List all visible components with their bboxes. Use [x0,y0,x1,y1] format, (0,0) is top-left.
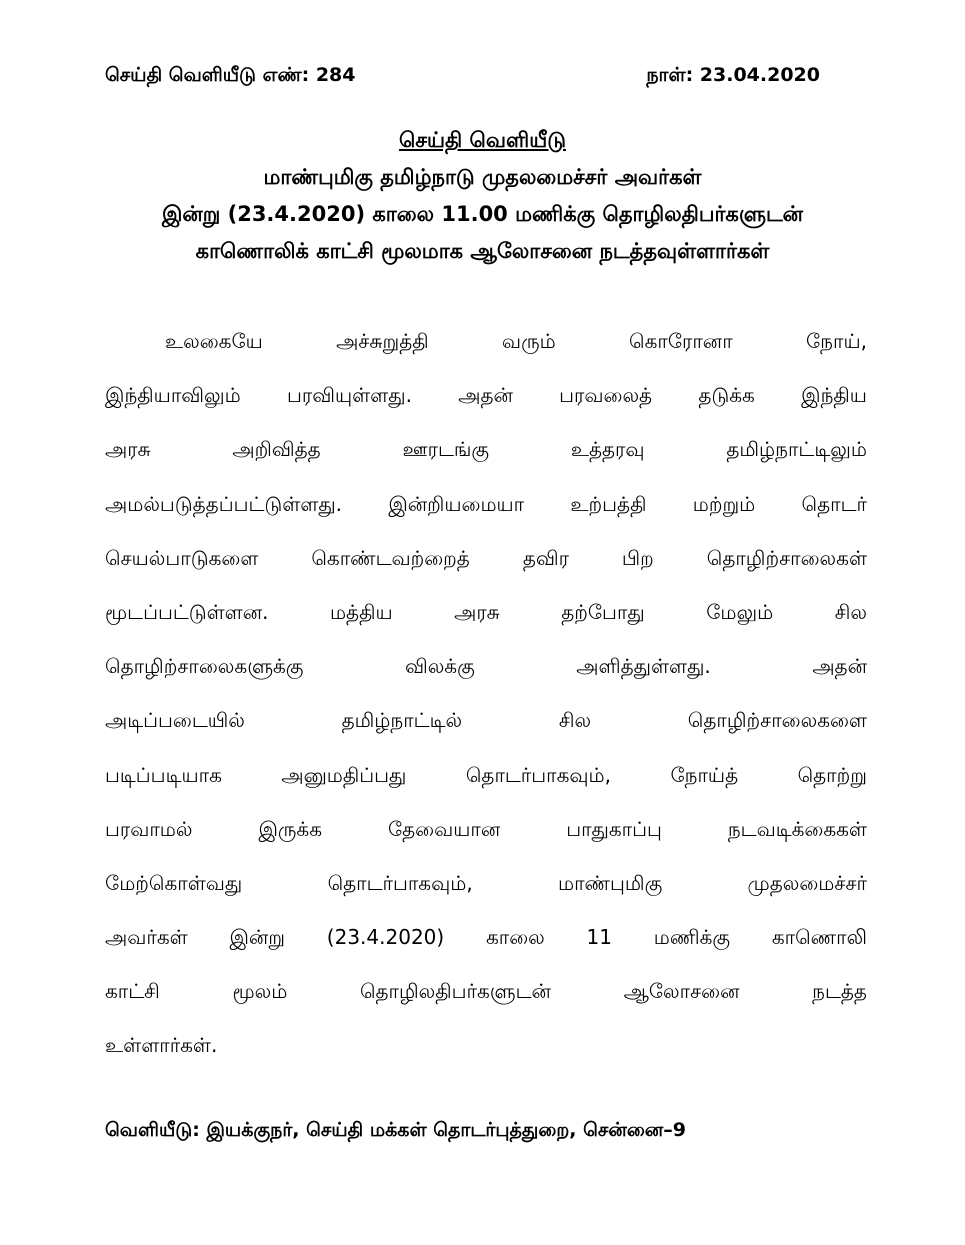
body-paragraph [105,322,867,1081]
body-word: அமல்படுத்தப்பட்டுள்ளது. [105,491,343,516]
body-word: கொரோனா [629,329,733,353]
body-word: பிற [621,545,654,570]
body-word: தொழிலதிபர்களுடன் [359,979,551,1004]
body-word: படிப்படியாக [105,762,222,787]
body-word: இன்று [229,925,286,950]
body-word: காலை [485,925,545,950]
body-word: அதன் [458,383,513,408]
body-word: செயல்பாடுகளை [105,545,259,570]
body-word: அதன் [812,654,867,679]
body-word: அரசு [454,599,500,624]
body-word: மேலும் [706,599,774,624]
body-word: இந்தியாவிலும் [105,383,241,408]
body-word: தொழிற்சாலைகளை [687,708,867,733]
body-word: மூடப்பட்டுள்ளன. [105,599,269,624]
body-word: மத்திய [329,599,393,624]
body-word: மாண்புமிகு [558,870,663,895]
body-line [105,376,867,430]
header-row [105,58,820,92]
body-word: மேற்கொள்வது [105,870,243,895]
body-line [105,539,867,593]
body-word: (23.4.2020) [326,925,445,950]
body-word: நோய்த் [670,762,739,787]
title-heading-text: செய்தி வெளியீடு [399,128,566,152]
body-word: அடிப்படையில் [105,708,245,733]
body-word: நடத்த [812,979,867,1004]
body-word: தொடர் [801,491,867,516]
body-word: உள்ளார்கள். [105,1033,218,1058]
body-word: ஊரடங்கு [402,437,490,462]
body-line [105,485,867,539]
body-word: தமிழ்நாட்டில் [341,708,463,733]
body-word: அறிவித்த [232,437,321,462]
body-word: தொடர்பாகவும், [327,870,473,895]
body-line [105,593,867,647]
body-word: உலகையே [165,329,263,353]
body-word: தொழிற்சாலைகள் [706,545,867,570]
body-line [105,430,867,484]
body-word: உற்பத்தி [570,491,647,516]
body-word: சில [558,708,592,733]
body-line [105,1026,867,1080]
body-word: இருக்க [258,816,323,841]
body-word: காணொலி [771,925,867,950]
body-word: தடுக்க [698,383,755,408]
body-word: அச்சுறுத்தி [336,329,429,353]
title-block [60,122,905,270]
title-line-2: இன்று (23.4.2020) காலை 11.00 மணிக்கு தொழிலதிபர்களுடன் [161,202,804,226]
body-word: நோய், [805,329,867,353]
body-word: பரவலைத் [559,383,653,408]
body-word: அரசு [105,437,151,462]
body-word: அவர்கள் [105,925,188,950]
body-word: தொற்று [797,762,867,787]
body-word: இந்திய [801,383,867,408]
body-line [105,972,867,1026]
body-line [105,864,867,918]
body-line [105,322,867,376]
body-word: சில [834,599,867,624]
body-word: 11 [586,925,612,950]
body-word: தேவையான [387,816,501,841]
body-word: முதலமைச்சர் [747,870,867,895]
body-word: உத்தரவு [570,437,645,462]
body-word: இன்றியமையா [388,491,525,516]
body-word: விலக்கு [404,654,475,679]
body-word: மூலம் [232,979,288,1004]
body-word: அனுமதிப்பது [281,762,407,787]
release-number: செய்தி வெளியீடு எண்: 284 [105,64,356,86]
body-word: ஆலோசனை [623,979,740,1004]
body-line [105,918,867,972]
body-word: அளித்துள்ளது. [576,654,711,679]
body-word: மற்றும் [692,491,756,516]
body-line [105,756,867,810]
body-line [105,810,867,864]
body-word: தற்போது [561,599,645,624]
footer-issuer: வெளியீடு: இயக்குநர், செய்தி மக்கள் தொடர்புத்துறை, சென்னை–9 [105,1119,686,1141]
body-word: காட்சி [105,979,160,1004]
body-word: பரவாமல் [105,816,193,841]
body-word: பாதுகாப்பு [566,816,662,841]
body-line [105,647,867,701]
body-word: பரவியுள்ளது. [287,383,412,408]
body-line [105,701,867,755]
title-heading [60,122,905,159]
body-word: கொண்டவற்றைத் [311,545,470,570]
title-line-3: காணொலிக் காட்சி மூலமாக ஆலோசனை நடத்தவுள்ளார்கள் [195,239,770,263]
body-word: மணிக்கு [653,925,731,950]
body-word: தவிர [522,545,569,570]
release-date: நாள்: 23.04.2020 [646,64,820,86]
body-word: தமிழ்நாட்டிலும் [726,437,867,462]
body-word: தொடர்பாகவும், [465,762,611,787]
body-word: தொழிற்சாலைகளுக்கு [105,654,304,679]
body-word: வரும் [501,329,556,353]
title-line-1: மாண்புமிகு தமிழ்நாடு முதலமைச்சர் அவர்கள் [263,165,702,189]
body-word: நடவடிக்கைகள் [727,816,867,841]
